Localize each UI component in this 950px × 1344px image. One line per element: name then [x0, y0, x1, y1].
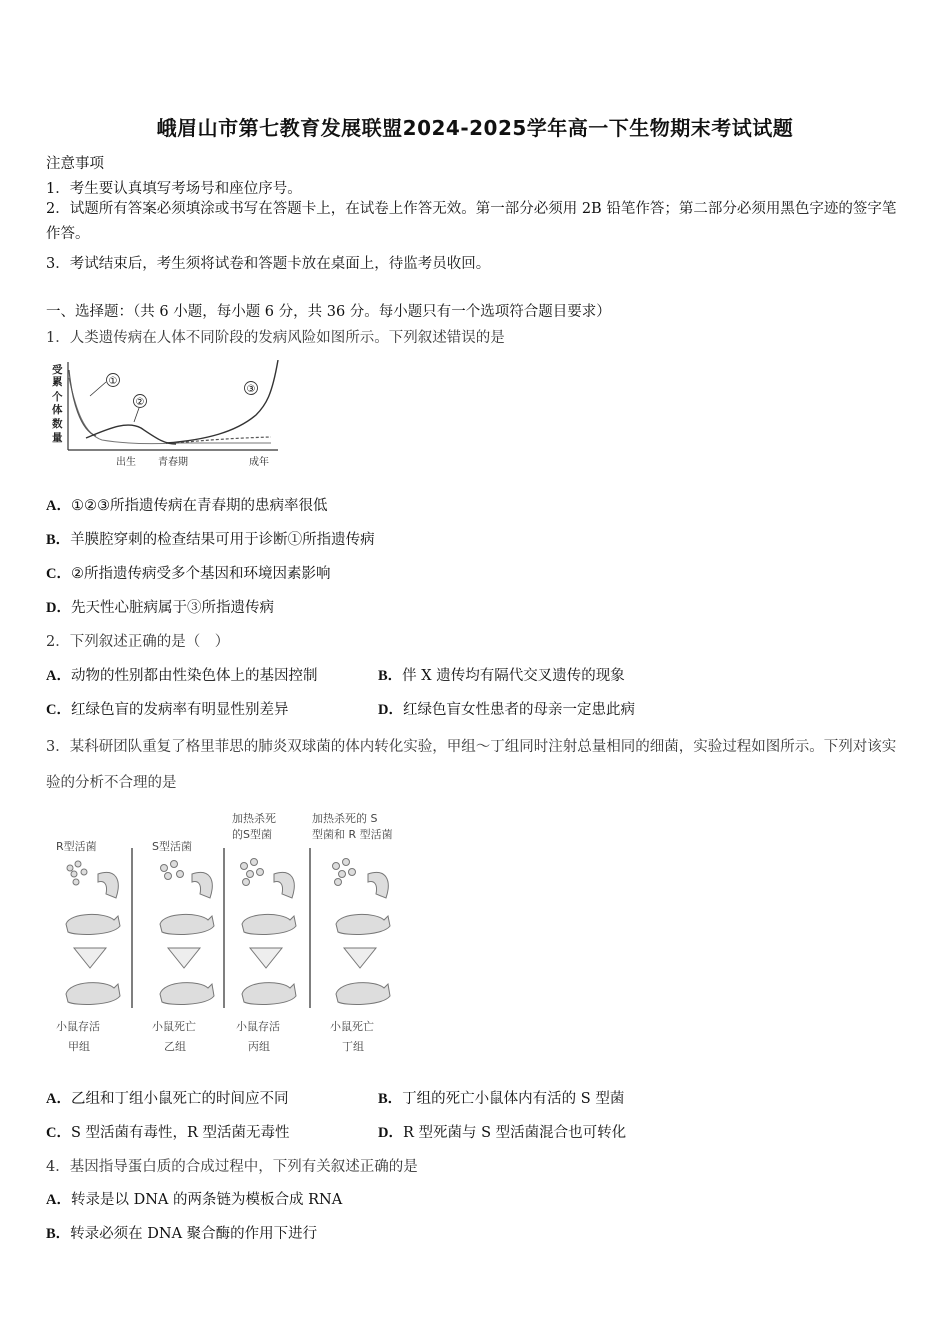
option-label: D． [378, 702, 403, 718]
ylabel-char: 累 [52, 376, 63, 388]
option-text: 先天性心脏病属于③所指遗传病 [70, 600, 274, 616]
q1-chart-ylabel [52, 363, 63, 444]
q2-option-d [378, 698, 635, 719]
q2-option-c [46, 698, 288, 719]
option-text: 转录是以 DNA 的两条链为模板合成 RNA [70, 1192, 343, 1208]
option-text: 乙组和丁组小鼠死亡的时间应不同 [70, 1091, 289, 1107]
group-2-illustration [160, 861, 214, 1005]
curve-2 [86, 425, 176, 444]
ylabel-char: 受 [52, 364, 63, 376]
option-text: 羊膜腔穿刺的检查结果可用于诊断①所指遗传病 [70, 532, 375, 548]
ylabel-char: 个 [52, 391, 63, 403]
question-1-stem: 1．人类遗传病在人体不同阶段的发病风险如图所示。下列叙述错误的是 [46, 330, 505, 346]
option-text: S 型活菌有毒性，R 型活菌无毒性 [70, 1125, 290, 1141]
q1-option-c [46, 562, 330, 583]
option-label: B． [46, 532, 71, 548]
group-3-top-line2: 的S型菌 [232, 828, 272, 841]
xlabel-adult: 成年 [249, 457, 269, 468]
option-label: B． [46, 1226, 71, 1242]
option-label: D． [378, 1125, 403, 1141]
option-label: C． [46, 702, 71, 718]
q4-option-a [46, 1188, 342, 1209]
notice-item-3: 3．考试结束后，考生须将试卷和答题卡放在桌面上，待监考员收回。 [46, 256, 491, 272]
q4-option-b [46, 1222, 317, 1243]
group-1-name: 甲组 [68, 1040, 90, 1053]
pointer-2 [134, 408, 139, 422]
question-4-stem: 4．基因指导蛋白质的合成过程中，下列有关叙述正确的是 [46, 1159, 418, 1175]
xlabel-birth: 出生 [116, 457, 136, 468]
q1-option-d [46, 596, 274, 617]
option-label: A． [46, 498, 71, 514]
group-3-illustration [241, 859, 297, 1005]
curve-3-label: ③ [246, 384, 256, 395]
group-2-result: 小鼠死亡 [152, 1020, 196, 1033]
option-text: 丁组的死亡小鼠体内有活的 S 型菌 [402, 1091, 625, 1107]
option-label: C． [46, 1125, 71, 1141]
q3-experiment-figure [46, 808, 416, 1058]
group-2-name: 乙组 [164, 1040, 186, 1053]
option-text: ①②③所指遗传病在青春期的患病率很低 [70, 498, 328, 514]
notice-heading: 注意事项 [46, 156, 104, 172]
section-heading: 一、选择题：（共 6 小题，每小题 6 分，共 36 分。每小题只有一个选项符合题目要求） [46, 304, 611, 320]
option-text: 红绿色盲女性患者的母亲一定患此病 [402, 702, 635, 718]
q1-option-a [46, 494, 327, 515]
q2-option-a [46, 664, 317, 685]
group-1-result: 小鼠存活 [56, 1020, 100, 1033]
q1-risk-chart [46, 360, 286, 472]
group-4-result: 小鼠死亡 [330, 1020, 374, 1033]
notice-item-2: 2．试题所有答案必须填涂或书写在答题卡上，在试卷上作答无效。第一部分必须用 2B 铅笔作答；第二部分必须用黑色字迹的签字笔作答。 [46, 201, 897, 242]
group-4-illustration [333, 859, 391, 1005]
group-4-top-line2: 型菌和 R 型活菌 [312, 828, 393, 841]
group-4-top-line1: 加热杀死的 S [312, 812, 378, 825]
ylabel-char: 数 [52, 418, 63, 430]
question-3-stem: 3．某科研团队重复了格里菲思的肺炎双球菌的体内转化实验，甲组～丁组同时注射总量相同的细菌，实验过程如图所示。下列对该实验的分析不合理的是 [46, 739, 897, 791]
option-text: ②所指遗传病受多个基因和环境因素影响 [70, 566, 331, 582]
q3-option-c [46, 1121, 290, 1142]
group-3-name: 丙组 [248, 1040, 270, 1053]
group-4-name: 丁组 [342, 1040, 364, 1053]
curve-1-upper [69, 370, 96, 436]
q3-option-a [46, 1087, 288, 1108]
curve-1-label: ① [108, 376, 118, 387]
option-label: C． [46, 566, 71, 582]
group-2-top: S型活菌 [152, 840, 192, 853]
xlabel-puberty: 青春期 [158, 457, 188, 468]
option-text: R 型死菌与 S 型活菌混合也可转化 [402, 1125, 627, 1141]
question-2-stem: 2．下列叙述正确的是（ ） [46, 634, 230, 650]
pointer-1 [90, 382, 106, 396]
q3-option-d [378, 1121, 626, 1142]
group-3-result: 小鼠存活 [236, 1020, 280, 1033]
ylabel-char: 量 [52, 432, 63, 444]
q3-option-b [378, 1087, 624, 1108]
notice-item-1: 1．考生要认真填写考场号和座位序号。 [46, 181, 302, 197]
group-1-illustration [66, 861, 120, 1004]
page-title: 峨眉山市第七教育发展联盟2024-2025学年高一下生物期末考试试题 [156, 116, 794, 140]
ylabel-char: 体 [52, 404, 63, 416]
option-text: 红绿色盲的发病率有明显性别差异 [70, 702, 289, 718]
q2-option-b [378, 664, 625, 685]
option-label: A． [46, 1091, 71, 1107]
option-label: B． [378, 668, 403, 684]
q1-option-b [46, 528, 375, 549]
curve-3 [166, 360, 278, 443]
group-3-top-line1: 加热杀死 [232, 812, 276, 825]
curve-2-label: ② [135, 397, 145, 408]
option-text: 转录必须在 DNA 聚合酶的作用下进行 [70, 1226, 318, 1242]
group-1-top: R型活菌 [56, 840, 97, 853]
option-text: 伴 X 遗传均有隔代交叉遗传的现象 [402, 668, 625, 684]
option-label: A． [46, 668, 71, 684]
option-label: A． [46, 1192, 71, 1208]
option-label: D． [46, 600, 71, 616]
option-label: B． [378, 1091, 403, 1107]
option-text: 动物的性别都由性染色体上的基因控制 [70, 668, 318, 684]
